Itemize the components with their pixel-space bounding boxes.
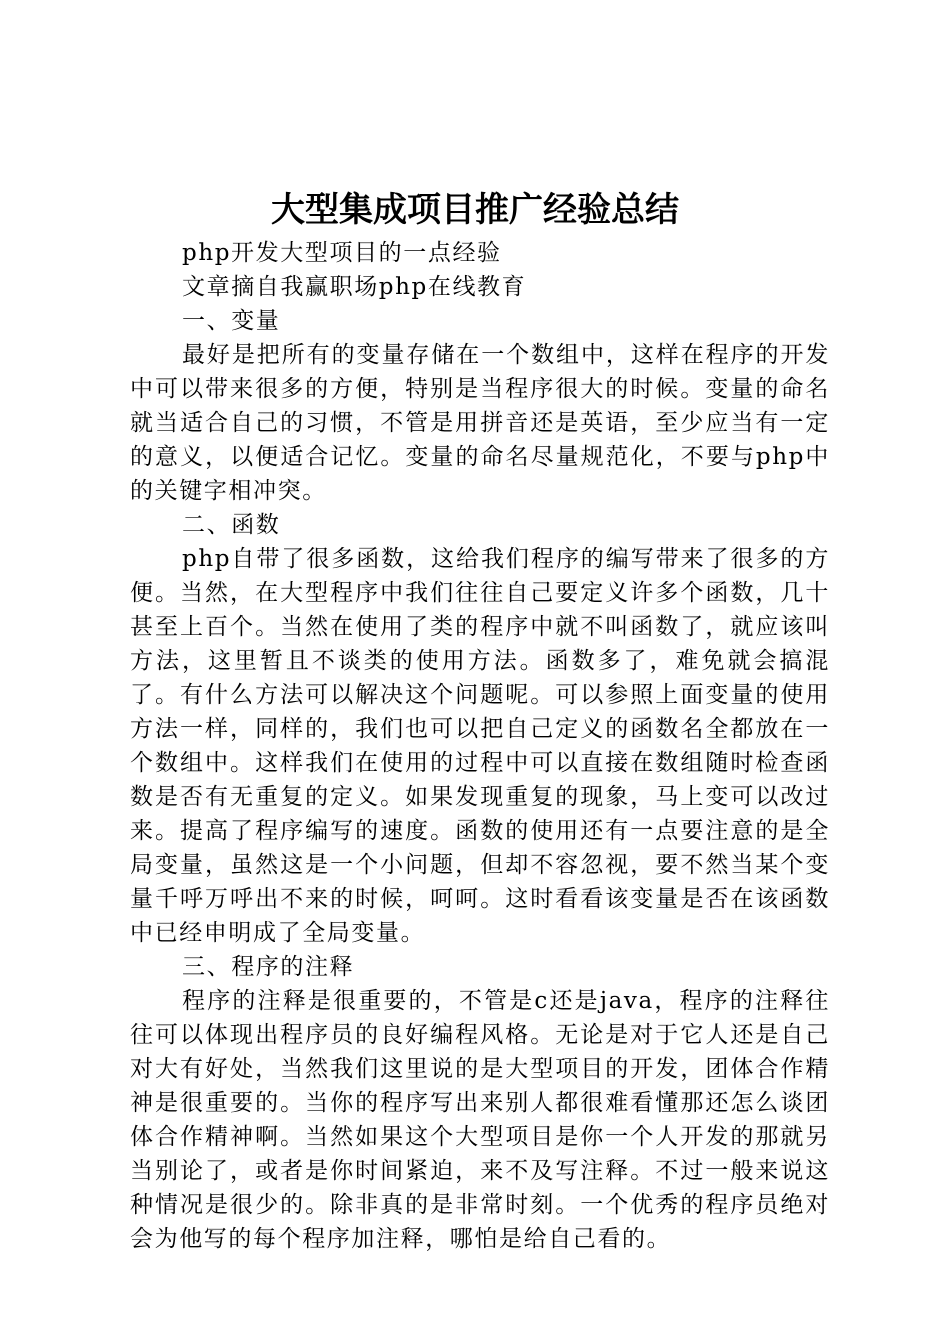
document-body: [130, 236, 830, 1256]
paragraph-comments: 程序的注释是很重要的，不管是c还是java，程序的注释往往可以体现出程序员的良好编程风格。无论是对于它人还是自己对大有好处，当然我们这里说的是大型项目的开发，团体合作精神是很重要的。当你的程序写出来别人都很难看懂那还怎么谈团体合作精神啊。当然如果这个大型项目是你一个人开发的那就另当别论了，或者是你时间紧迫，来不及写注释。不过一般来说这种情况是很少的。除非真的是非常时刻。一个优秀的程序员绝对会为他写的每个程序加注释，哪怕是给自己看的。: [130, 988, 830, 1252]
paragraph-variables: 最好是把所有的变量存储在一个数组中，这样在程序的开发中可以带来很多的方便，特别是当程序很大的时候。变量的命名就当适合自己的习惯，不管是用拼音还是英语，至少应当有一定的意义，以便适合记忆。变量的命名尽量规范化，不要与php中的关键字相冲突。: [130, 342, 830, 504]
section-heading-comments: 三、程序的注释: [182, 954, 355, 980]
document-title: 大型集成项目推广经验总结: [271, 190, 679, 230]
section-heading-variables: 一、变量: [182, 308, 281, 334]
section-heading-functions: 二、函数: [182, 512, 281, 538]
intro-line: php开发大型项目的一点经验: [182, 240, 502, 266]
paragraph-functions: php自带了很多函数，这给我们程序的编写带来了很多的方便。当然，在大型程序中我们往往自己要定义许多个函数，几十甚至上百个。当然在使用了类的程序中就不叫函数了，就应该叫方法，这里暂且不谈类的使用方法。函数多了，难免就会搞混了。有什么方法可以解决这个问题呢。可以参照上面变量的使用方法一样，同样的，我们也可以把自己定义的函数名全都放在一个数组中。这样我们在使用的过程中可以直接在数组随时检查函数是否有无重复的定义。如果发现重复的现象，马上变可以改过来。提高了程序编写的速度。函数的使用还有一点要注意的是全局变量，虽然这是一个小问题，但却不容忽视，要不然当某个变量千呼万呼出不来的时候，呵呵。这时看看该变量是否在该函数中已经申明成了全局变量。: [130, 546, 830, 946]
source-line: 文章摘自我赢职场php在线教育: [182, 274, 527, 300]
